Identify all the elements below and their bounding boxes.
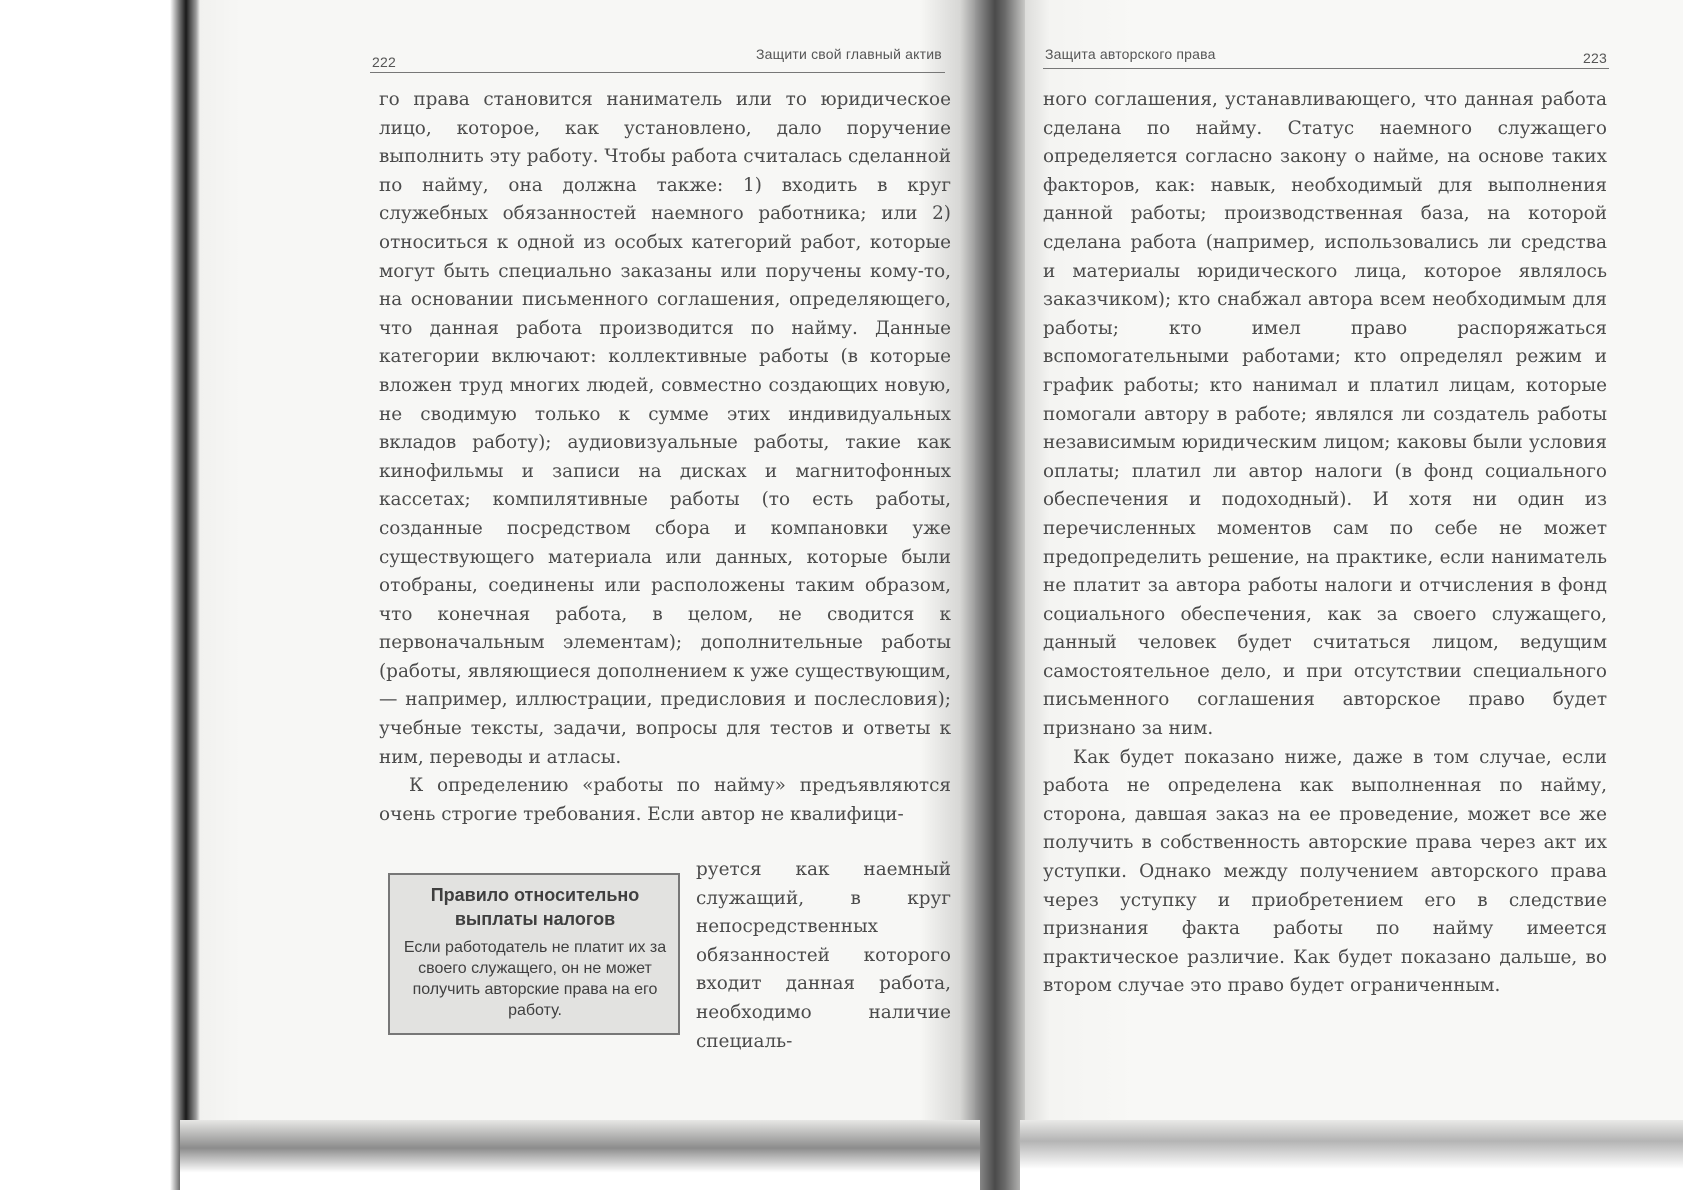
right-page-bottom-edge (1020, 1120, 1683, 1190)
left-running-head: Защити свой главный актив (756, 46, 942, 62)
right-paragraph-2: Как будет показано ниже, даже в том случае, если работа не определена как выполненная по найму, сторона, давшая заказ на ее проведение, может все же получить в собственность авторские права через акт их уступки. Однако между получением авторского права через уступку и приобретением его в следствие признания факта работы по найму имеется практическое различие. Как будет показано дальше, во втором случае это право будет ограниченным. (1043, 746, 1607, 997)
left-header-rule (370, 72, 945, 73)
right-running-head: Защита авторского права (1045, 46, 1216, 62)
left-body (379, 86, 951, 829)
left-page-bottom-edge (180, 1120, 980, 1190)
right-body (1043, 86, 1607, 1001)
right-paragraph-1: ного соглашения, устанавливающего, что данная работа сделана по найму. Статус наемного служащего определяется согласно закону о найме, на основе таких факторов, как: навык, необходимый для выполнения данной работы; производственная база, на которой сделана работа (например, использовались ли средства и материалы юридического лица, которое являлось заказчиком); кто снабжал автора всем необходимым для работы; кто имел право распоряжаться вспомогательными работами; кто определял режим и график работы; кто нанимал и платил лицам, которые помогали автору в работе; являлся ли создатель работы независимым юридическим лицом; каковы были условия оплаты; платил ли автор налоги (в фонд социального обеспечения и подоходный). И хотя ни один из перечисленных моментов сам по себе не может предопределить решение, на практике, если наниматель не платит за автора работы налоги и отчисления в фонд социального обеспечения, как за своего служащего, данный человек будет считаться лицом, ведущим самостоятельное дело, и при отсутствии специального письменного соглашения авторское право будет признано за ним. (1043, 89, 1607, 740)
left-paragraph-1: го права становится наниматель или то юридическое лицо, которое, как установлено, дало поручение выполнить эту работу. Чтобы работа считалась сделанной по найму, она должна также: 1) входить в круг служебных обязанностей наемного работника; или 2) относиться к одной из особых категорий работ, которые могут быть специально заказаны или поручены кому-то, на основании письменного соглашения, определяющего, что данная работа производится по найму. Данные категории включают: коллективные работы (в которые вложен труд многих людей, совместно создающих новую, не сводимую только к сумме этих индивидуальных вкладов работу); аудиовизуальные работы, такие как кинофильмы и записи на дисках и магнитофонных кассетах; компилятивные работы (то есть работы, созданные посредством сбора и компановки уже существующего материала или данных, которые были отобраны, соединены или расположены таким образом, что конечная работа, в целом, не сводится к первоначальным элементам); дополнительные работы (работы, являющиеся дополнением к уже существующим, — например, иллюстрации, предисловия и послесловия); учебные тексты, задачи, вопросы для тестов и ответы к ним, переводы и атласы. (379, 89, 951, 768)
left-paragraph-2: К определению «работы по найму» предъявляются очень строгие требования. Если автор не квалифици- (379, 775, 951, 825)
right-header-rule (1043, 68, 1609, 69)
tax-rule-sidebar (388, 873, 680, 1035)
right-page-number: 223 (1583, 50, 1607, 66)
sidebar-body: Если работодатель не платит их за своего служащего, он не может получить авторские права на его работу. (403, 939, 667, 1019)
left-edge-shadow (0, 0, 200, 1190)
sidebar-title: Правило относительно выплаты налогов (430, 885, 640, 929)
left-paragraph-2-wrap: руется как наемный служащий, в круг непосредственных обязанностей которого входит данная работа, необходимо наличие специаль- (696, 859, 951, 1052)
book-gutter (975, 0, 1025, 1190)
left-body-wrap (696, 856, 951, 1056)
left-page-number: 222 (372, 54, 396, 70)
